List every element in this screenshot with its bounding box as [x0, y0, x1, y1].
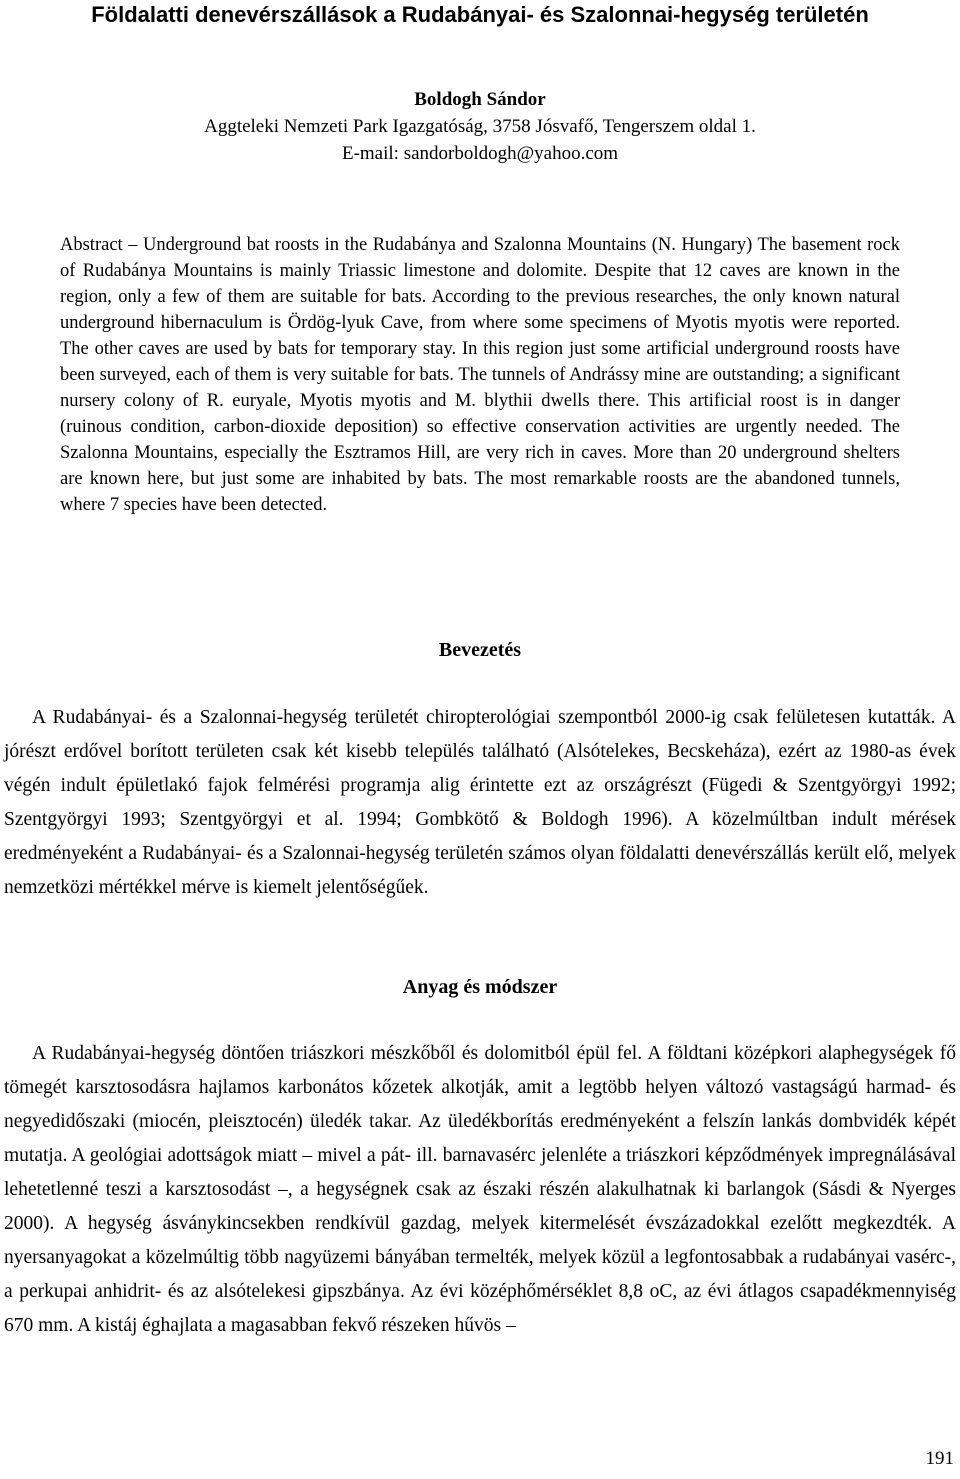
section-heading-bevezetes: Bevezetés	[438, 639, 522, 661]
section-text-anyag-es-modszer: A Rudabányai-hegység döntően triászkori mészkőből és dolomitból épül fel. A földtani középkori alaphegységek fő tömegét karsztosodásra hajlamos karbonátos kőzetek alkotják, amit a legtöbb helyen változó vastagságú harmad- és negyedidőszaki (miocén, pleisztocén) üledék takar. Az üledékborítás eredményeként a felszín lankás dombvidék képét mutatja. A geológiai adottságok miatt – mivel a pát- ill. barnavasérc jelenléte a triászkori képződmények impregnálásával lehetetlenné teszi a karsztosodást –, a hegységnek csak az északi részén alakulhatnak ki barlangok (Sásdi & Nyerges 2000). A hegység ásványkincsekben rendkívül gazdag, melyek kitermelését évszázadokkal ezelőtt megkezdték. A nyersanyagokat a közelmúltig több nagyüzemi bányában termelték, melyek közül a legfontosabbak a rudabányai vasérc-, a perkupai anhidrit- és az alsótelekesi gipszbánya. Az évi középhőmérséklet 8,8 oC, az évi átlagos csapadékmennyiség 670 mm. A kistáj éghajlata a magasabban fekvő részeken hűvös –	[4, 1043, 956, 1336]
abstract-paragraph: Abstract – Underground bat roosts in the Rudabánya and Szalonna Mountains (N. Hungary) The basement rock of Rudabánya Mountains is mainly Triassic limestone and dolomite. Despite that 12 caves are known in the region, only a few of them are suitable for bats. According to the previous researches, the only known natural underground hibernaculum is Ördög-lyuk Cave, from where some specimens of Myotis myotis were reported. The other caves are used by bats for temporary stay. In this region just some artificial underground roosts have been surveyed, each of them is very suitable for bats. The tunnels of Andrássy mine are outstanding; a significant nursery colony of R. euryale, Myotis myotis and M. blythii dwells there. This artificial roost is in danger (ruinous condition, carbon-dioxide deposition) so effective conservation activities are urgently needed. The Szalonna Mountains, especially the Esztramos Hill, are very rich in caves. More than 20 underground shelters are known here, but just some are inhabited by bats. The most remarkable roosts are the abandoned tunnels, where 7 species have been detected.	[60, 235, 900, 515]
section-text-bevezetes: A Rudabányai- és a Szalonnai-hegység területét chiropterológiai szempontból 2000-ig csak felületesen kutatták. A jórészt erdővel borított területen csak két kisebb település található (Alsótelekes, Becskeháza), ezért az 1980-as évek végén indult épületlakó fajok felmérési programja alig érintette ezt az országrészt (Fügedi & Szentgyörgyi 1992; Szentgyörgyi 1993; Szentgyörgyi et al. 1994; Gombkötő & Boldogh 1996). A közelmúltban indult mérések eredményeként a Rudabányai- és a Szalonnai-hegység területén számos olyan földalatti denevérszállás került elő, melyek nemzetközi mértékkel mérve is kiemelt jelentőségűek.	[4, 707, 956, 898]
author-email: E-mail: sandorboldogh@yahoo.com	[341, 143, 619, 164]
author-affiliation: Aggteleki Nemzeti Park Igazgatóság, 3758 Jósvafő, Tengerszem oldal 1.	[204, 116, 756, 137]
author-block	[0, 86, 960, 167]
section-heading-anyag-es-modszer: Anyag és módszer	[402, 976, 558, 998]
page-number: 191	[925, 1448, 954, 1469]
paper-title: Földalatti denevérszállások a Rudabányai- és Szalonnai-hegység területén	[91, 2, 869, 27]
author-name: Boldogh Sándor	[414, 89, 546, 110]
